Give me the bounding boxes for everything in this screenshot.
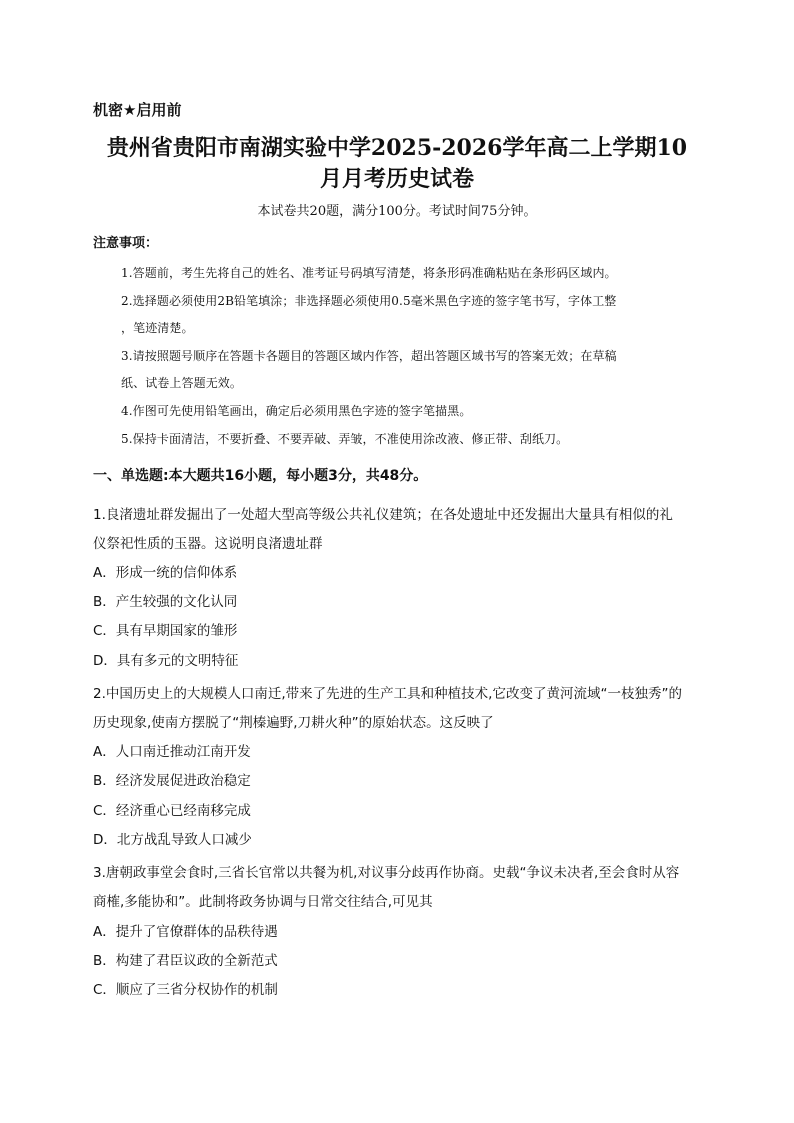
note-line: 纸、试卷上答题无效。: [121, 376, 243, 390]
note-line: 3.请按照题号顺序在答题卡各题目的答题区域内作答，超出答题区域书写的答案无效；在草稿: [121, 349, 617, 363]
question-stem-line: 历史现象,使南方摆脱了“荆榛遍野,刀耕火种”的原始状态。这反映了: [93, 715, 494, 731]
question-stem-line: 1.良渚遗址群发掘出了一处超大型高等级公共礼仪建筑；在各处遗址中还发掘出大量具有相似的礼: [93, 507, 673, 523]
option-c: C．具有早期国家的雏形: [93, 623, 238, 639]
note-line: 2.选择题必须使用2B铅笔填涂；非选择题必须使用0.5毫米黑色字迹的签字笔书写，字体工整: [121, 294, 617, 308]
exam-title-line-1: 贵州省贵阳市南湖实验中学2025-2026学年高二上学期10: [106, 135, 688, 161]
question-stem-line: 2.中国历史上的大规模人口南迁,带来了先进的生产工具和种植技术,它改变了黄河流域“一枝独秀”的: [93, 686, 682, 702]
option-d: D．具有多元的文明特征: [93, 653, 239, 669]
exam-info: 本试卷共20题，满分100分。考试时间75分钟。: [257, 204, 537, 219]
note-line: 4.作图可先使用铅笔画出，确定后必须用黑色字迹的签字笔描黑。: [121, 404, 472, 418]
exam-title-line-2: 月月考历史试卷: [319, 166, 474, 192]
notes-heading: 注意事项：: [93, 236, 159, 251]
option-d: D．北方战乱导致人口减少: [93, 832, 252, 848]
section-heading: 一、单选题:本大题共16小题，每小题3分，共48分。: [93, 468, 428, 484]
confidential-label: 机密★启用前: [93, 101, 182, 119]
note-line: 1.答题前，考生先将自己的姓名、准考证号码填写清楚，将条形码准确粘贴在条形码区域内。: [121, 266, 617, 280]
option-b: B．产生较强的文化认同: [93, 594, 238, 610]
question-stem-line: 商榷,多能协和”。此制将政务协调与日常交往结合,可见其: [93, 894, 433, 910]
question-stem-line: 3.唐朝政事堂会食时,三省长官常以共餐为机,对议事分歧再作协商。史载“争议未决者,至会食时从容: [93, 865, 680, 881]
note-line: ，笔迹清楚。: [121, 321, 194, 335]
note-line: 5.保持卡面清洁，不要折叠、不要弄破、弄皱，不准使用涂改液、修正带、刮纸刀。: [121, 432, 569, 446]
option-a: A．人口南迁推动江南开发: [93, 744, 251, 760]
option-c: C．顺应了三省分权协作的机制: [93, 982, 278, 998]
option-a: A．提升了官僚群体的品秩待遇: [93, 924, 278, 940]
option-b: B．构建了君臣议政的全新范式: [93, 953, 278, 969]
option-c: C．经济重心已经南移完成: [93, 803, 251, 819]
question-stem-line: 仪祭祀性质的玉器。这说明良渚遗址群: [93, 536, 323, 552]
option-a: A．形成一统的信仰体系: [93, 565, 238, 581]
option-b: B．经济发展促进政治稳定: [93, 773, 251, 789]
